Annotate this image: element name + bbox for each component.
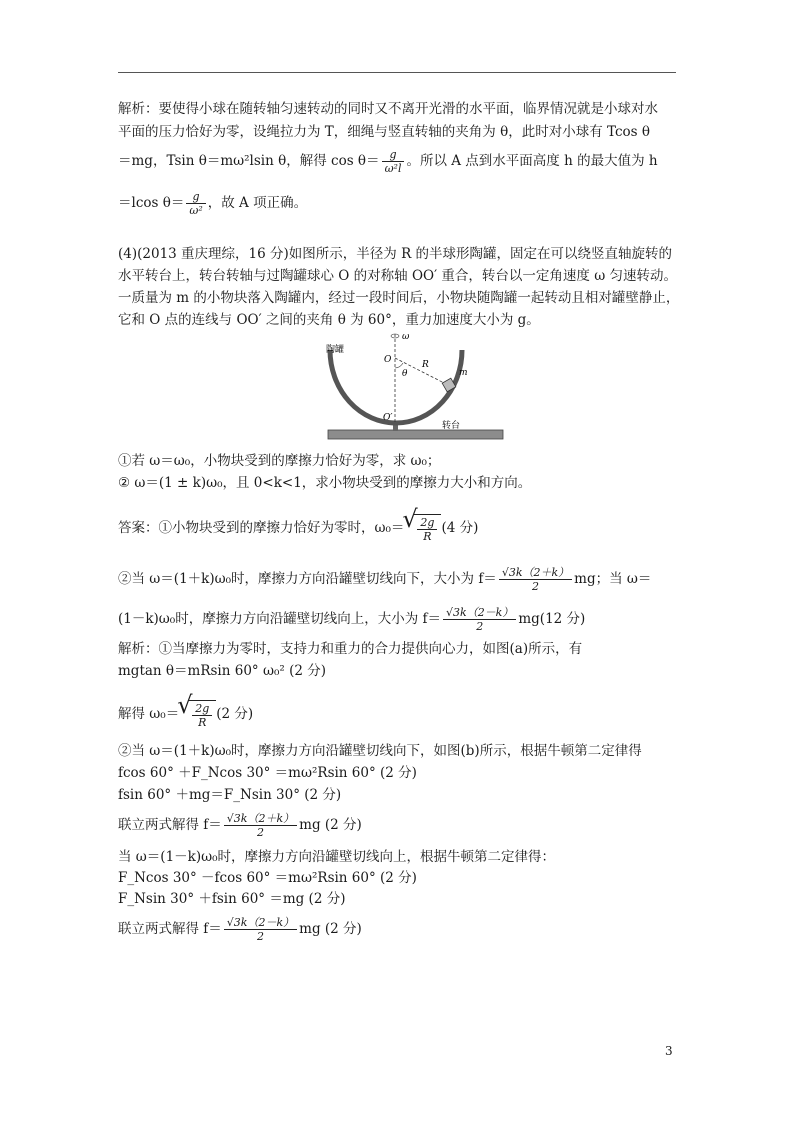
text-segment: ，故 A 项正确。: [207, 195, 308, 211]
text-segment: ＝mg，Tsin θ＝mω²lsin θ，解得 cos θ＝: [118, 153, 380, 169]
fraction-denominator: 2: [531, 580, 539, 593]
fraction-numerator: √3k（2－k）: [224, 916, 297, 930]
text-segment: 。所以 A 点到水平面高度 h 的最大值为 h: [406, 153, 658, 169]
fraction-denominator: 2: [256, 930, 264, 943]
label-omega: ω: [402, 332, 410, 342]
text-segment: mg (2 分): [299, 817, 362, 833]
analysis1-line2: 平面的压力恰好为零，设绳拉力为 T，细绳与竖直转轴的夹角为 θ，此时对小球有 Tcos θ: [118, 124, 650, 140]
question-1: ①若 ω＝ω₀，小物块受到的摩擦力恰好为零，求 ω₀；: [118, 453, 441, 469]
fraction-denominator: ω²: [189, 204, 203, 217]
text-segment: mg；当 ω＝: [574, 571, 652, 587]
text-segment: mg (2 分): [299, 921, 362, 937]
text-segment: 解得 ω₀＝: [118, 706, 180, 722]
square-root: [404, 514, 441, 543]
fraction-numerator: g: [382, 148, 405, 162]
label-turntable: 转台: [442, 421, 461, 431]
fraction-denominator: 2: [476, 620, 484, 633]
problem-line1: (4)(2013 重庆理综，16 分)如图所示，半径为 R 的半球形陶罐，固定在可以绕竖直轴旋转的: [118, 246, 673, 262]
fraction-denominator: R: [423, 530, 432, 543]
page-number: 3: [665, 1044, 673, 1058]
header-rule: [118, 72, 676, 73]
question-2: ② ω＝(1 ± k)ω₀，且 0<k<1，求小物块受到的摩擦力大小和方向。: [118, 475, 532, 491]
problem-line3: 一质量为 m 的小物块落入陶罐内，经过一段时间后，小物块随陶罐一起转动且相对罐壁静止，: [118, 290, 680, 306]
fraction-numerator: √3k（2＋k）: [499, 566, 572, 580]
fraction: [224, 916, 297, 943]
text-segment: ②当 ω＝(1＋k)ω₀时，摩擦力方向沿罐壁切线向下，大小为 f＝: [118, 571, 497, 587]
text-segment: ＝lcos θ＝: [118, 195, 185, 211]
bowl-wall: [330, 350, 462, 423]
answer-line2: [118, 566, 651, 593]
fraction: [382, 148, 405, 175]
text-segment: (1－k)ω₀时，摩擦力方向沿罐壁切线向上，大小为 f＝: [118, 611, 442, 627]
fraction: [192, 702, 212, 729]
fraction: [186, 190, 205, 217]
analysis2-line6: fsin 60° ＋mg＝F_Nsin 30° (2 分): [118, 787, 342, 803]
text-segment: 答案：①小物块受到的摩擦力恰好为零时，ω₀＝: [118, 520, 405, 536]
text-segment: (2 分): [216, 706, 254, 722]
theta-arc: [395, 363, 403, 368]
problem-line2: 水平转台上，转台转轴与过陶罐球心 O 的对称轴 OO′ 重合，转台以一定角速度 ω 匀速转动。: [118, 268, 678, 284]
answer-line1: [118, 514, 478, 543]
square-root: [179, 700, 216, 729]
label-theta: θ: [402, 369, 408, 379]
analysis2-line8: 当 ω＝(1－k)ω₀时，摩擦力方向沿罐壁切线向上，根据牛顿第二定律得：: [118, 849, 556, 865]
analysis2-line2: mgtan θ＝mRsin 60° ω₀² (2 分): [118, 663, 326, 679]
fraction-numerator: √ 2g: [192, 702, 212, 716]
text-segment: mg(12 分): [518, 611, 586, 627]
fraction-numerator: √3k（2＋k）: [224, 812, 297, 826]
analysis2-line10: F_Nsin 30° ＋fsin 60° ＝mg (2 分): [118, 891, 346, 907]
analysis1-line4: [118, 190, 307, 217]
analysis2-line9: F_Ncos 30° －fcos 60° ＝mω²Rsin 60° (2 分): [118, 870, 417, 886]
analysis1-line1: 解析：要使得小球在随转轴匀速转动的同时又不离开光滑的水平面，临界情况就是小球对水: [118, 101, 658, 117]
fraction: [443, 606, 516, 633]
analysis2-line3: [118, 700, 253, 729]
fraction-denominator: R: [198, 716, 207, 729]
analysis2-line5: fcos 60° ＋F_Ncos 30° ＝mω²Rsin 60° (2 分): [118, 765, 417, 781]
turntable: [328, 430, 503, 439]
analysis2-line1: 解析：①当摩擦力为零时，支持力和重力的合力提供向心力，如图(a)所示，有: [118, 641, 583, 657]
analysis2-line4: ②当 ω＝(1＋k)ω₀时，摩擦力方向沿罐壁切线向下，如图(b)所示，根据牛顿第二定律得: [118, 743, 642, 759]
label-R: R: [422, 360, 429, 370]
analysis1-line3: [118, 148, 658, 175]
label-O: O: [384, 355, 392, 365]
text-segment: 联立两式解得 f＝: [118, 817, 222, 833]
fraction-numerator: √3k（2－k）: [443, 606, 516, 620]
analysis2-line7: [118, 812, 362, 839]
fraction: [224, 812, 297, 839]
label-m: m: [459, 368, 468, 378]
fraction: [417, 516, 437, 543]
bowl-figure: [322, 328, 507, 443]
text-segment: (4 分): [441, 520, 479, 536]
label-jar: 陶罐: [326, 345, 345, 355]
fraction-numerator: √ 2g: [417, 516, 437, 530]
problem-line4: 它和 O 点的连线与 OO′ 之间的夹角 θ 为 60°，重力加速度大小为 g。: [118, 312, 540, 328]
text-segment: 联立两式解得 f＝: [118, 921, 222, 937]
fraction: [499, 566, 572, 593]
answer-line3: [118, 606, 585, 633]
fraction-denominator: ω²l: [384, 162, 402, 175]
fraction-numerator: g: [186, 190, 205, 204]
fraction-denominator: 2: [256, 826, 264, 839]
analysis2-line11: [118, 916, 362, 943]
label-O-prime: O′: [383, 413, 393, 423]
